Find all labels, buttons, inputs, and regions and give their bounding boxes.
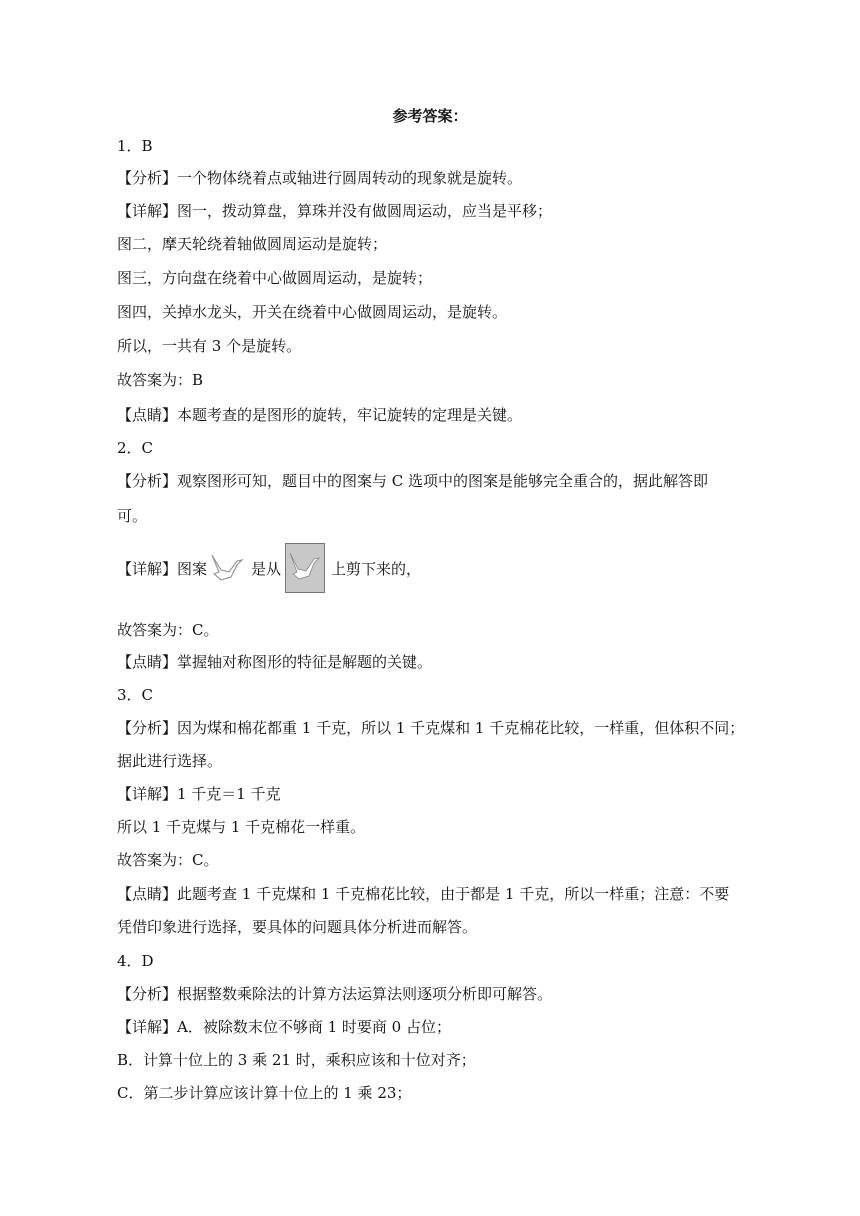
answer-text: 故答案为：C。 xyxy=(117,621,219,639)
detail-text: 【详解】图案 xyxy=(117,559,208,578)
answer-text: 故答案为：C。 xyxy=(117,851,219,869)
body-text: C．第二步计算应该计算十位上的 1 乘 23； xyxy=(117,1084,412,1102)
analysis-text: 【分析】根据整数乘除法的计算方法运算法则逐项分析即可解答。 xyxy=(117,985,553,1003)
body-text: 图二，摩天轮绕着轴做圆周运动是旋转； xyxy=(117,235,388,253)
analysis-text: 【分析】因为煤和棉花都重 1 千克，所以 1 千克煤和 1 千克棉花比较，一样重，但体积不同； xyxy=(117,719,745,737)
analysis-text: 【分析】观察图形可知，题目中的图案与 C 选项中的图案是能够完全重合的，据此解答即 xyxy=(117,472,709,490)
analysis-text: 据此进行选择。 xyxy=(117,752,223,770)
analysis-text: 【分析】一个物体绕着点或轴进行圆周转动的现象就是旋转。 xyxy=(117,169,523,187)
body-text: B．计算十位上的 3 乘 21 时，乘积应该和十位对齐； xyxy=(117,1051,476,1069)
answer-number: 1．B xyxy=(117,137,153,155)
key-point-text: 凭借印象进行选择，要具体的问题具体分析进而解答。 xyxy=(117,918,478,936)
key-point-text: 【点睛】本题考查的是图形的旋转，牢记旋转的定理是关键。 xyxy=(117,406,523,424)
body-text: 图三，方向盘在绕着中心做圆周运动，是旋转； xyxy=(117,269,433,287)
key-point-text: 【点睛】此题考查 1 千克煤和 1 千克棉花比较，由于都是 1 千克，所以一样重；注意：不要 xyxy=(117,885,730,903)
dove-shape-icon xyxy=(209,550,245,586)
detail-text: 【详解】1 千克＝1 千克 xyxy=(117,785,281,803)
body-text: 所以 1 千克煤与 1 千克棉花一样重。 xyxy=(117,818,366,836)
detail-text: 【详解】A．被除数末位不够商 1 时要商 0 占位； xyxy=(117,1018,451,1036)
page-title: 参考答案： xyxy=(392,107,468,125)
body-text: 所以，一共有 3 个是旋转。 xyxy=(117,337,302,355)
detail-with-images xyxy=(117,541,421,595)
answer-number: 2．C xyxy=(117,439,154,457)
detail-text: 上剪下来的， xyxy=(331,559,422,578)
body-text: 图四，关掉水龙头，开关在绕着中心做圆周运动，是旋转。 xyxy=(117,303,508,321)
key-point-text: 【点睛】掌握轴对称图形的特征是解题的关键。 xyxy=(117,653,433,671)
detail-text: 是从 xyxy=(251,559,282,578)
answer-number: 4．D xyxy=(117,952,154,970)
cut-out-square-icon xyxy=(285,543,325,593)
answer-number: 3．C xyxy=(117,686,154,704)
analysis-text: 可。 xyxy=(117,507,148,525)
detail-text: 【详解】图一，拨动算盘，算珠并没有做圆周运动，应当是平移； xyxy=(117,202,553,220)
answer-text: 故答案为：B xyxy=(117,371,204,389)
